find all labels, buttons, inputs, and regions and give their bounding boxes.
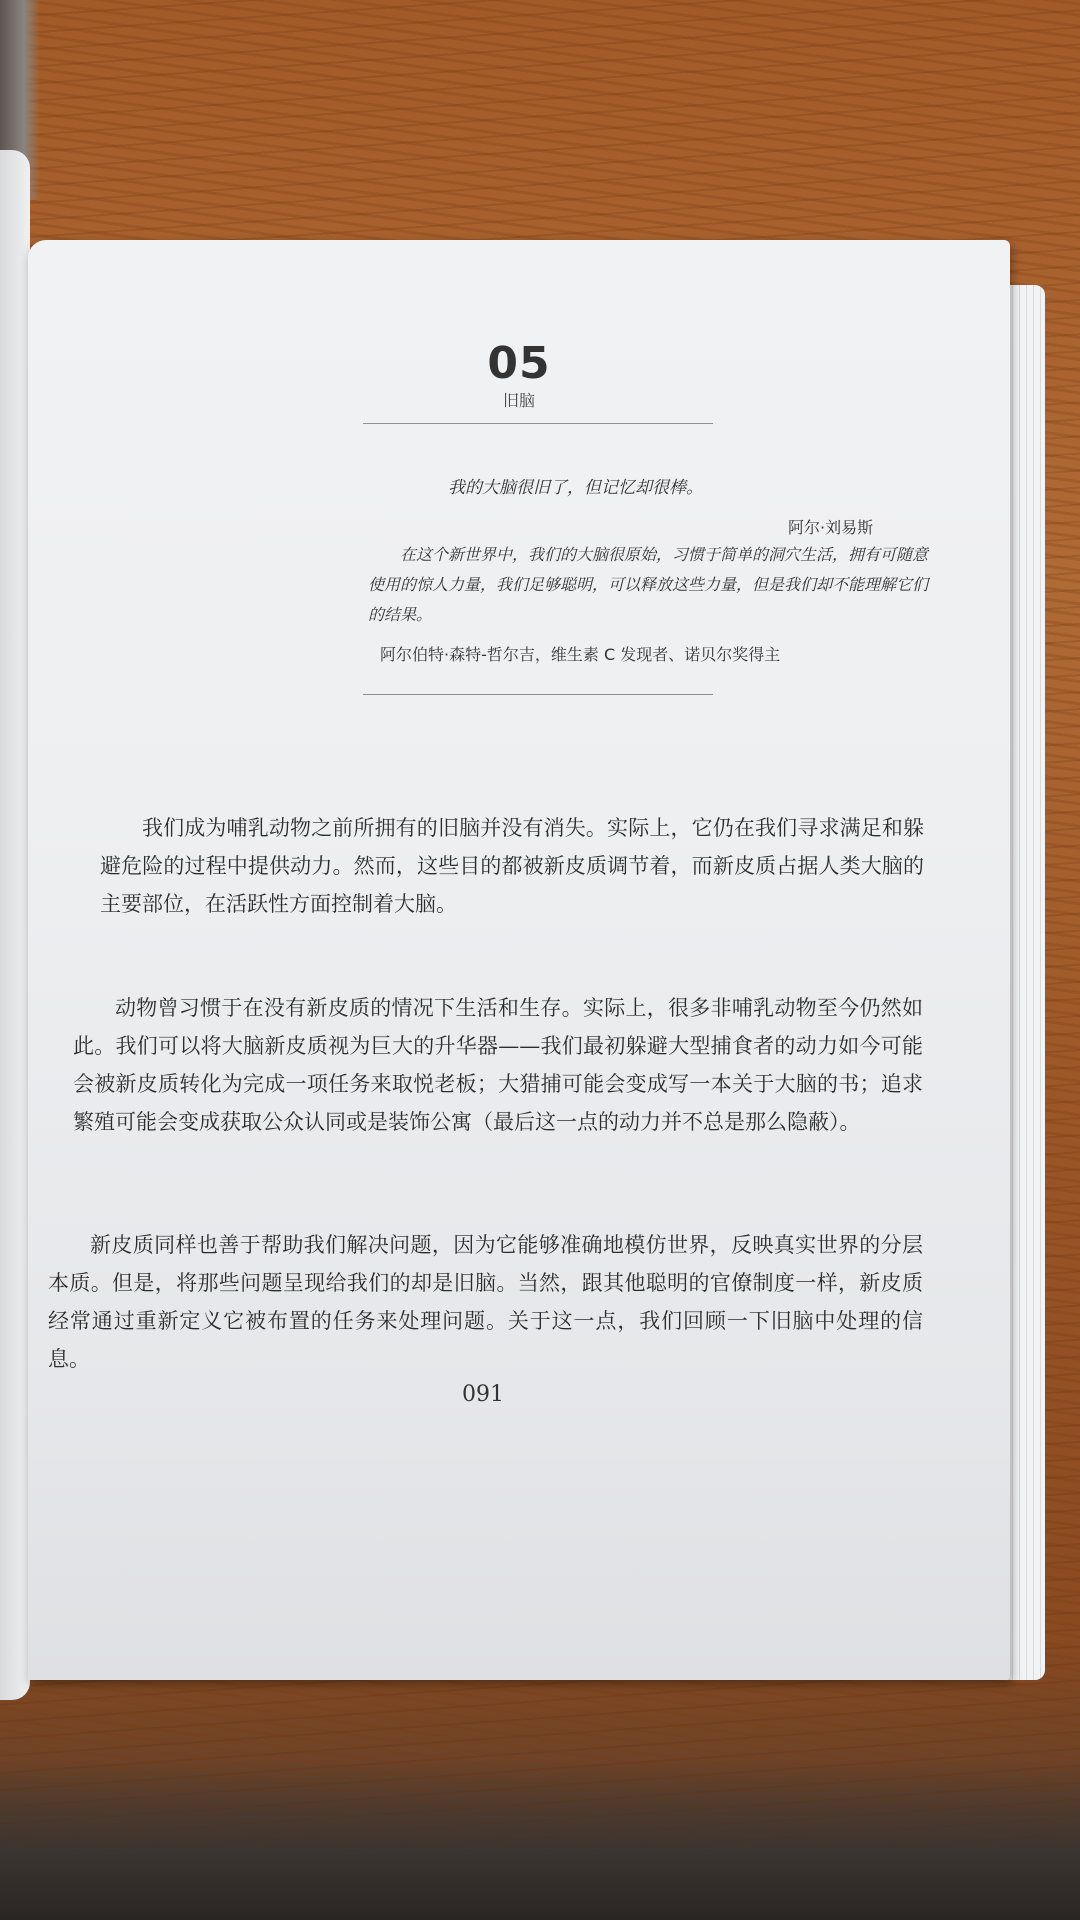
divider-top (363, 423, 713, 424)
chapter-title: 旧脑 (502, 391, 535, 410)
epigraph-quote-1: 我的大脑很旧了，但记忆却很棒。 (448, 478, 703, 498)
divider-bottom (363, 694, 713, 695)
left-page-edge (0, 150, 30, 1700)
body-paragraph: 我们成为哺乳动物之前所拥有的旧脑并没有消失。实际上，它仍在我们寻求满足和躲避危险的过程中提供动力。然而，这些目的都被新皮质调节着，而新皮质占据人类大脑的主要部位，在活跃性方面控制着大脑。 (100, 816, 924, 916)
page-number: 091 (462, 1382, 504, 1407)
epigraph-author-1: 阿尔·刘易斯 (788, 518, 874, 537)
floor-background (0, 1760, 1080, 1920)
body-paragraph: 动物曾习惯于在没有新皮质的情况下生活和生存。实际上，很多非哺乳动物至今仍然如此。我们可以将大脑新皮质视为巨大的升华器——我们最初躲避大型捕食者的动力如今可能会被新皮质转化为完成一项任务来取悦老板；大猎捕可能会变成写一本关于大脑的书；追求繁殖可能会变成获取公众认同或是装饰公寓（最后这一点的动力并不总是那么隐蔽）。 (73, 996, 923, 1134)
body-paragraph: 新皮质同样也善于帮助我们解决问题，因为它能够准确地模仿世界，反映真实世界的分层本质。但是，将那些问题呈现给我们的却是旧脑。当然，跟其他聪明的官僚制度一样，新皮质经常通过重新定义它被布置的任务来处理问题。关于这一点，我们回顾一下旧脑中处理的信息。 (48, 1233, 923, 1371)
book-page (28, 240, 1010, 1680)
chapter-number: 05 (487, 338, 551, 389)
epigraph-quote-2: 在这个新世界中，我们的大脑很原始，习惯于简单的洞穴生活，拥有可随意使用的惊人力量，我们足够聪明，可以释放这些力量，但是我们却不能理解它们的结果。 (368, 545, 929, 624)
epigraph-author-2: 阿尔伯特·森特-哲尔吉，维生素 C 发现者、诺贝尔奖得主 (380, 645, 781, 664)
